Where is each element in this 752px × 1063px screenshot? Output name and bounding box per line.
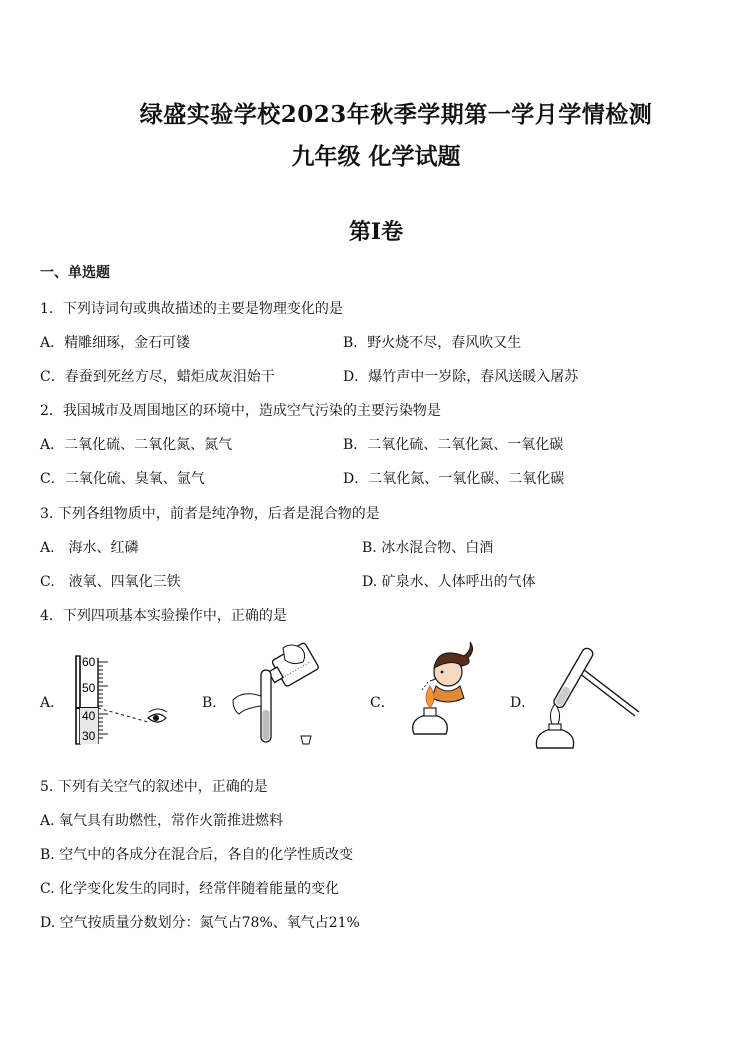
question-1-stem: 1．下列诗词句或典故描述的主要是物理变化的是 (40, 301, 343, 317)
question-4-option-b-label: B． (202, 695, 227, 711)
question-2-option-b: B．二氧化硫、二氧化氮、一氧化碳 (343, 437, 564, 453)
question-5-option-c: C. 化学变化发生的同时，经常伴随着能量的变化 (40, 881, 340, 897)
question-5-stem: 5. 下列有关空气的叙述中，正确的是 (40, 779, 268, 795)
question-4-option-c-label: C． (370, 695, 395, 711)
question-2-option-d: D．二氧化氮、一氧化碳、二氧化碳 (343, 471, 565, 487)
question-5-option-a: A. 氧气具有助燃性，常作火箭推进燃料 (40, 813, 284, 829)
cylinder-scale-40: 40 (82, 709, 96, 723)
question-5-option-b: B. 空气中的各成分在混合后，各自的化学性质改变 (40, 847, 354, 863)
question-4-option-d-label: D． (510, 695, 536, 711)
question-2-option-a: A．二氧化硫、二氧化氮、氮气 (40, 437, 233, 453)
question-1-option-d: D．爆竹声中一岁除，春风送暖入屠苏 (343, 369, 579, 385)
exam-title: 绿盛实验学校2023年秋季学期第一学月学情检测 (139, 101, 653, 128)
question-1-option-b: B．野火烧不尽，春风吹又生 (343, 335, 522, 351)
cylinder-scale-30: 30 (82, 729, 96, 743)
measuring-cylinder-illustration (70, 652, 180, 752)
blowing-lamp-illustration (400, 642, 480, 752)
question-4-option-a-label: A． (40, 695, 65, 711)
question-3-option-c: C. 液氧、四氧化三铁 (40, 574, 181, 590)
cylinder-scale-50: 50 (82, 681, 96, 695)
question-1-option-a: A．精雕细琢，金石可镂 (40, 335, 191, 351)
question-5-option-d: D. 空气按质量分数划分：氮气占78%、氧气占21% (40, 915, 360, 931)
pouring-liquid-illustration (225, 640, 325, 752)
question-2-stem: 2．我国城市及周围地区的环境中，造成空气污染的主要污染物是 (40, 403, 441, 419)
question-2-option-c: C．二氧化硫、臭氧、氩气 (40, 471, 205, 487)
question-3-option-d: D. 矿泉水、人体呼出的气体 (362, 574, 536, 590)
cylinder-scale-60: 60 (82, 655, 96, 669)
question-4-stem: 4．下列四项基本实验操作中，正确的是 (40, 608, 287, 624)
question-3-option-a: A. 海水、红磷 (40, 540, 139, 556)
eye-icon (148, 709, 167, 722)
heating-test-tube-illustration (535, 640, 645, 752)
question-1-option-c: C．春蚕到死丝方尽，蜡炬成灰泪始干 (40, 369, 275, 385)
section-heading: 一、单选题 (40, 265, 110, 281)
question-3-stem: 3. 下列各组物质中，前者是纯净物，后者是混合物的是 (40, 506, 380, 522)
question-3-option-b: B. 冰水混合物、白酒 (362, 540, 494, 556)
volume-heading: 第Ⅰ卷 (348, 219, 404, 245)
exam-subtitle: 九年级 化学试题 (291, 143, 461, 170)
